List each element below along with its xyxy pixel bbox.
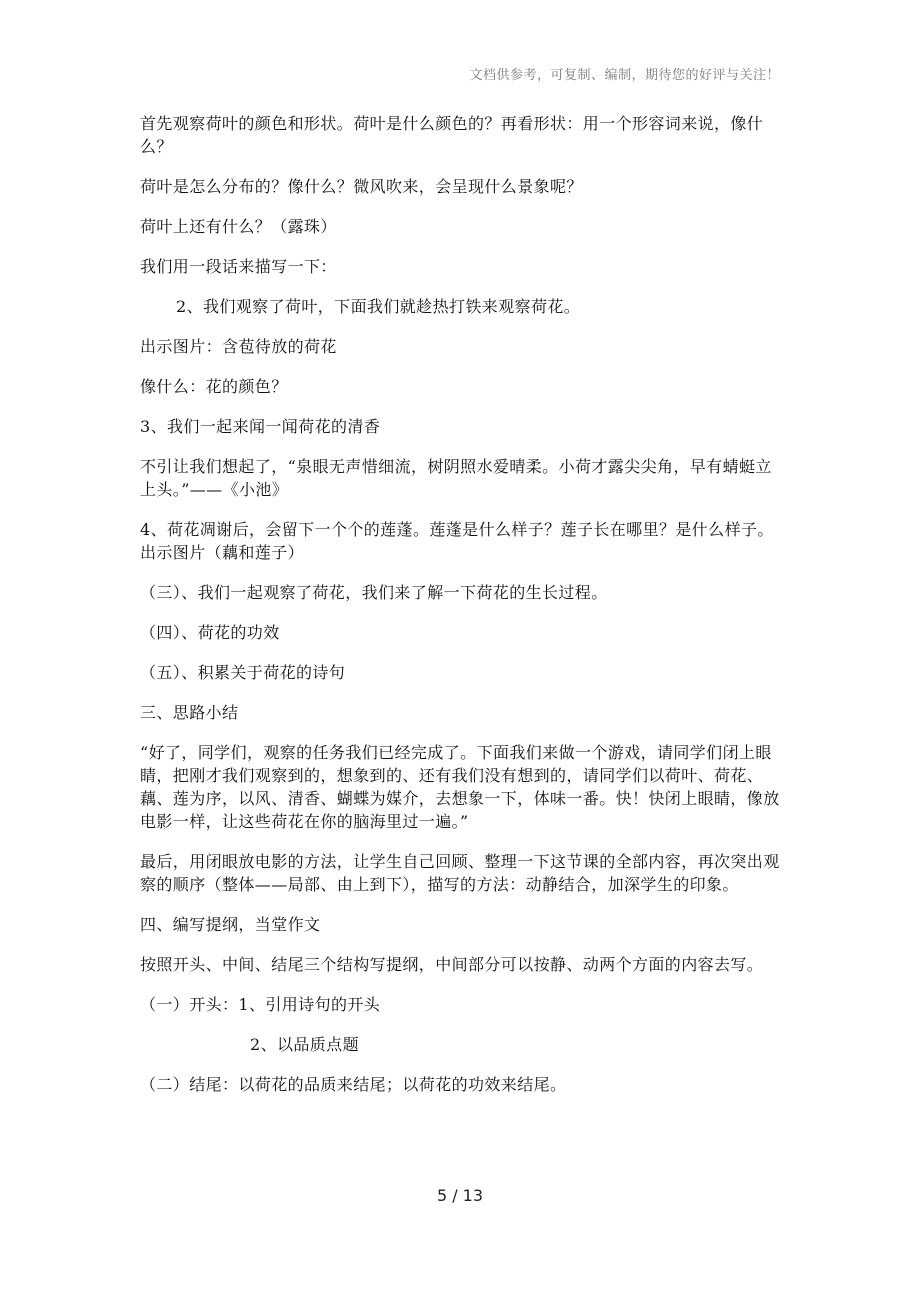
paragraph-game: “好了，同学们，观察的任务我们已经完成了。下面我们来做一个游戏，请同学们闭上眼睛，把刚才我们观察到的，想象到的、还有我们没有想到的，请同学们以荷叶、荷花、藕、莲为序，以风、清香、蝴蝶为媒介，去想象一下，体味一番。快！快闭上眼睛，像放电影一样，让这些荷花在你的脑海里过一遍。” (140, 743, 780, 831)
paragraph-dew: 荷叶上还有什么？（露珠） (140, 217, 337, 236)
paragraph-growth-process: （三）、我们一起观察了荷花，我们来了解一下荷花的生长过程。 (140, 583, 608, 602)
paragraph-flower-color: 像什么：花的颜色？ (140, 377, 288, 396)
paragraph-smell: 3、我们一起来闻一闻荷花的清香 (140, 417, 381, 436)
paragraph-lotus-pod: 4、荷花凋谢后，会留下一个个的莲蓬。莲蓬是什么样子？莲子长在哪里？是什么样子。出示图片（藕和莲子） (140, 520, 774, 562)
paragraph-describe: 我们用一段话来描写一下： (140, 257, 337, 276)
paragraph-lotus-leaf-distribution: 荷叶是怎么分布的？像什么？微风吹来，会呈现什么景象呢？ (140, 177, 583, 196)
paragraph-observe-flower: 2、我们观察了荷叶，下面我们就趁热打铁来观察荷花。 (176, 297, 581, 316)
paragraph-efficacy: （四）、荷花的功效 (140, 623, 280, 642)
header-note: 文档供参考，可复制、编制，期待您的好评与关注！ (469, 68, 780, 83)
paragraph-lotus-leaf-color-shape: 首先观察荷叶的颜色和形状。荷叶是什么颜色的？再看形状：用一个形容词来说，像什么？ (140, 114, 764, 156)
paragraph-opening-1: （一）开头：1、引用诗句的开头 (140, 995, 381, 1014)
paragraph-show-picture: 出示图片：含苞待放的荷花 (140, 337, 337, 356)
page-number: 5 / 13 (436, 1186, 484, 1205)
paragraph-ending: （二）结尾：以荷花的品质来结尾；以荷花的功效来结尾。 (140, 1075, 567, 1094)
paragraph-opening-2: 2、以品质点题 (250, 1035, 359, 1054)
paragraph-poem-xiaochi: 不引让我们想起了，“泉眼无声惜细流，树阴照水爱晴柔。小荷才露尖尖角，早有蜻蜓立上头。”——《小池》 (140, 457, 772, 499)
heading-summary: 三、思路小结 (140, 703, 239, 722)
paragraph-review: 最后，用闭眼放电影的方法，让学生自己回顾、整理一下这节课的全部内容，再次突出观察的顺序（整体——局部、由上到下），描写的方法：动静结合，加深学生的印象。 (140, 852, 780, 894)
document-body (140, 112, 780, 1113)
heading-outline: 四、编写提纲，当堂作文 (140, 915, 321, 934)
paragraph-poems: （五）、积累关于荷花的诗句 (140, 663, 346, 682)
paragraph-outline-structure: 按照开头、中间、结尾三个结构写提纲，中间部分可以按静、动两个方面的内容去写。 (140, 955, 764, 974)
